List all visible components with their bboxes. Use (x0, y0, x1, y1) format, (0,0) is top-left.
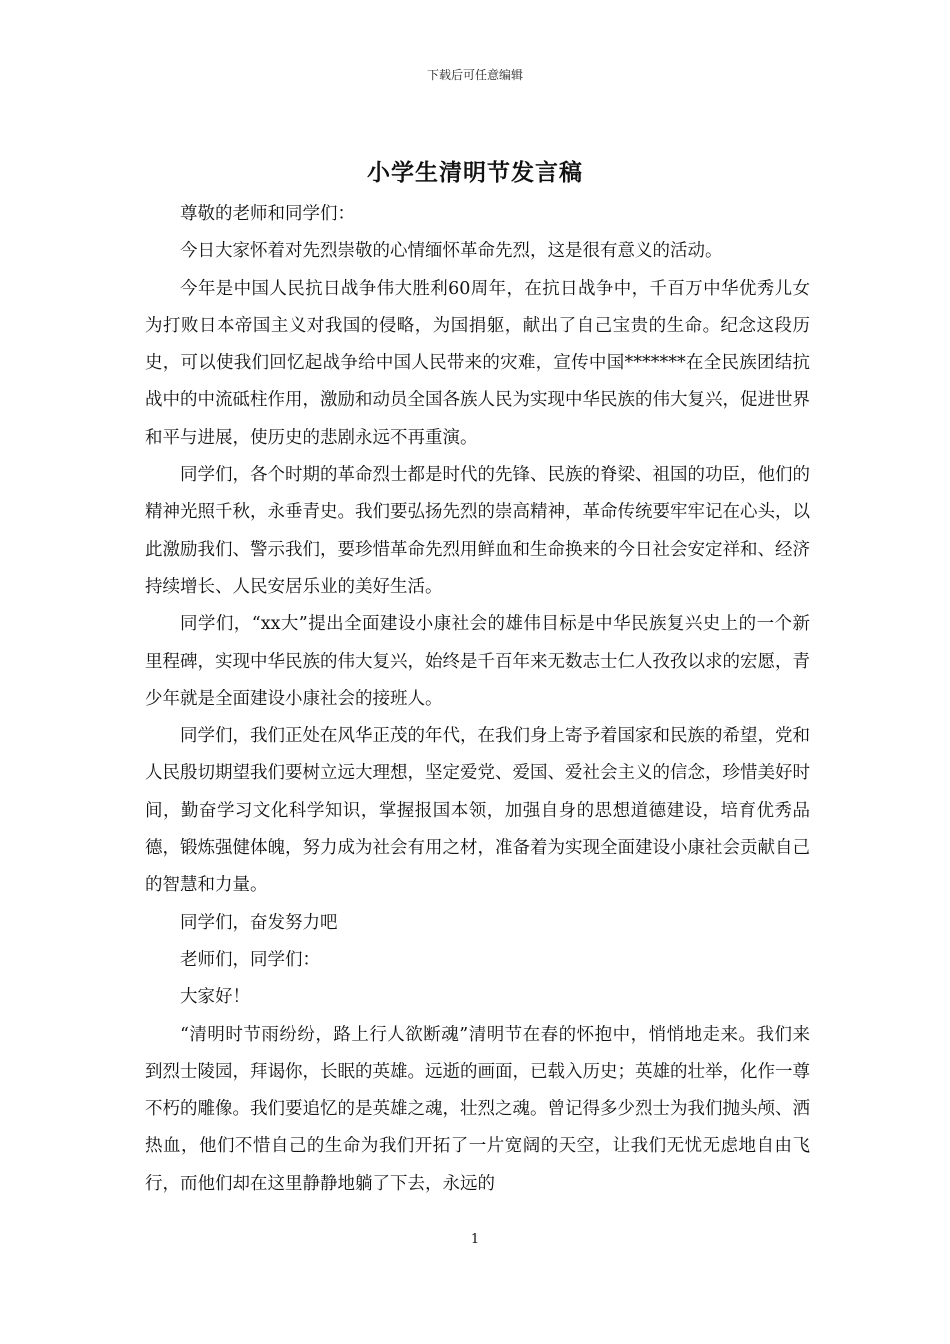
document-body (145, 196, 810, 1203)
body-paragraph: 同学们，“xx大”提出全面建设小康社会的雄伟目标是中华民族复兴史上的一个新里程碑，实现中华民族的伟大复兴，始终是千百年来无数志士仁人孜孜以求的宏愿，青少年就是全面建设小康社会的接班人。 (145, 614, 810, 709)
body-paragraph: “清明时节雨纷纷，路上行人欲断魂”清明节在春的怀抱中，悄悄地走来。我们来到烈士陵园，拜谒你，长眠的英雄。远逝的画面，已载入历史；英雄的壮举，化作一尊不朽的雕像。我们要追忆的是英雄之魂，壮烈之魂。曾记得多少烈士为我们抛头颅、洒热血，他们不惜自己的生命为我们开拓了一片宽阔的天空，让我们无忧无虑地自由飞行，而他们却在这里静静地躺了下去，永远的 (145, 1024, 810, 1194)
page-number: 1 (470, 1232, 480, 1247)
header-note: 下载后可任意编辑 (426, 68, 523, 82)
body-paragraph: 同学们，我们正处在风华正茂的年代，在我们身上寄予着国家和民族的希望，党和人民殷切期望我们要树立远大理想，坚定爱党、爱国、爱社会主义的信念，珍惜美好时间，勤奋学习文化科学知识，掌握报国本领，加强自身的思想道德建设，培育优秀品德，锻炼强健体魄，努力成为社会有用之材，准备着为实现全面建设小康社会贡献自己的智慧和力量。 (145, 726, 810, 896)
body-paragraph: 同学们，奋发努力吧 (180, 912, 338, 933)
body-paragraph: 同学们，各个时期的革命烈士都是时代的先锋、民族的脊梁、祖国的功臣，他们的精神光照千秋，永垂青史。我们要弘扬先烈的崇高精神，革命传统要牢牢记在心头，以此激励我们、警示我们，要珍惜革命先烈用鲜血和生命换来的今日社会安定祥和、经济持续增长、人民安居乐业的美好生活。 (145, 465, 810, 597)
salutation-paragraph: 尊敬的老师和同学们： (180, 204, 355, 224)
body-paragraph: 今日大家怀着对先烈崇敬的心情缅怀革命先烈，这是很有意义的活动。 (180, 241, 723, 262)
salutation-paragraph: 老师们，同学们： (180, 949, 320, 970)
greeting-paragraph: 大家好！ (180, 987, 250, 1008)
body-paragraph: 今年是中国人民抗日战争伟大胜利60周年，在抗日战争中，千百万中华优秀儿女为打败日本帝国主义对我国的侵略，为国捐躯，献出了自己宝贵的生命。纪念这段历史，可以使我们回忆起战争给中国人民带来的灾难，宣传中国*******在全民族团结抗战中的中流砥柱作用，激励和动员全国各族人民为实现中华民族的伟大复兴，促进世界和平与进展，使历史的悲剧永远不再重演。 (145, 278, 810, 448)
document-title: 小学生清明节发言稿 (367, 159, 583, 186)
